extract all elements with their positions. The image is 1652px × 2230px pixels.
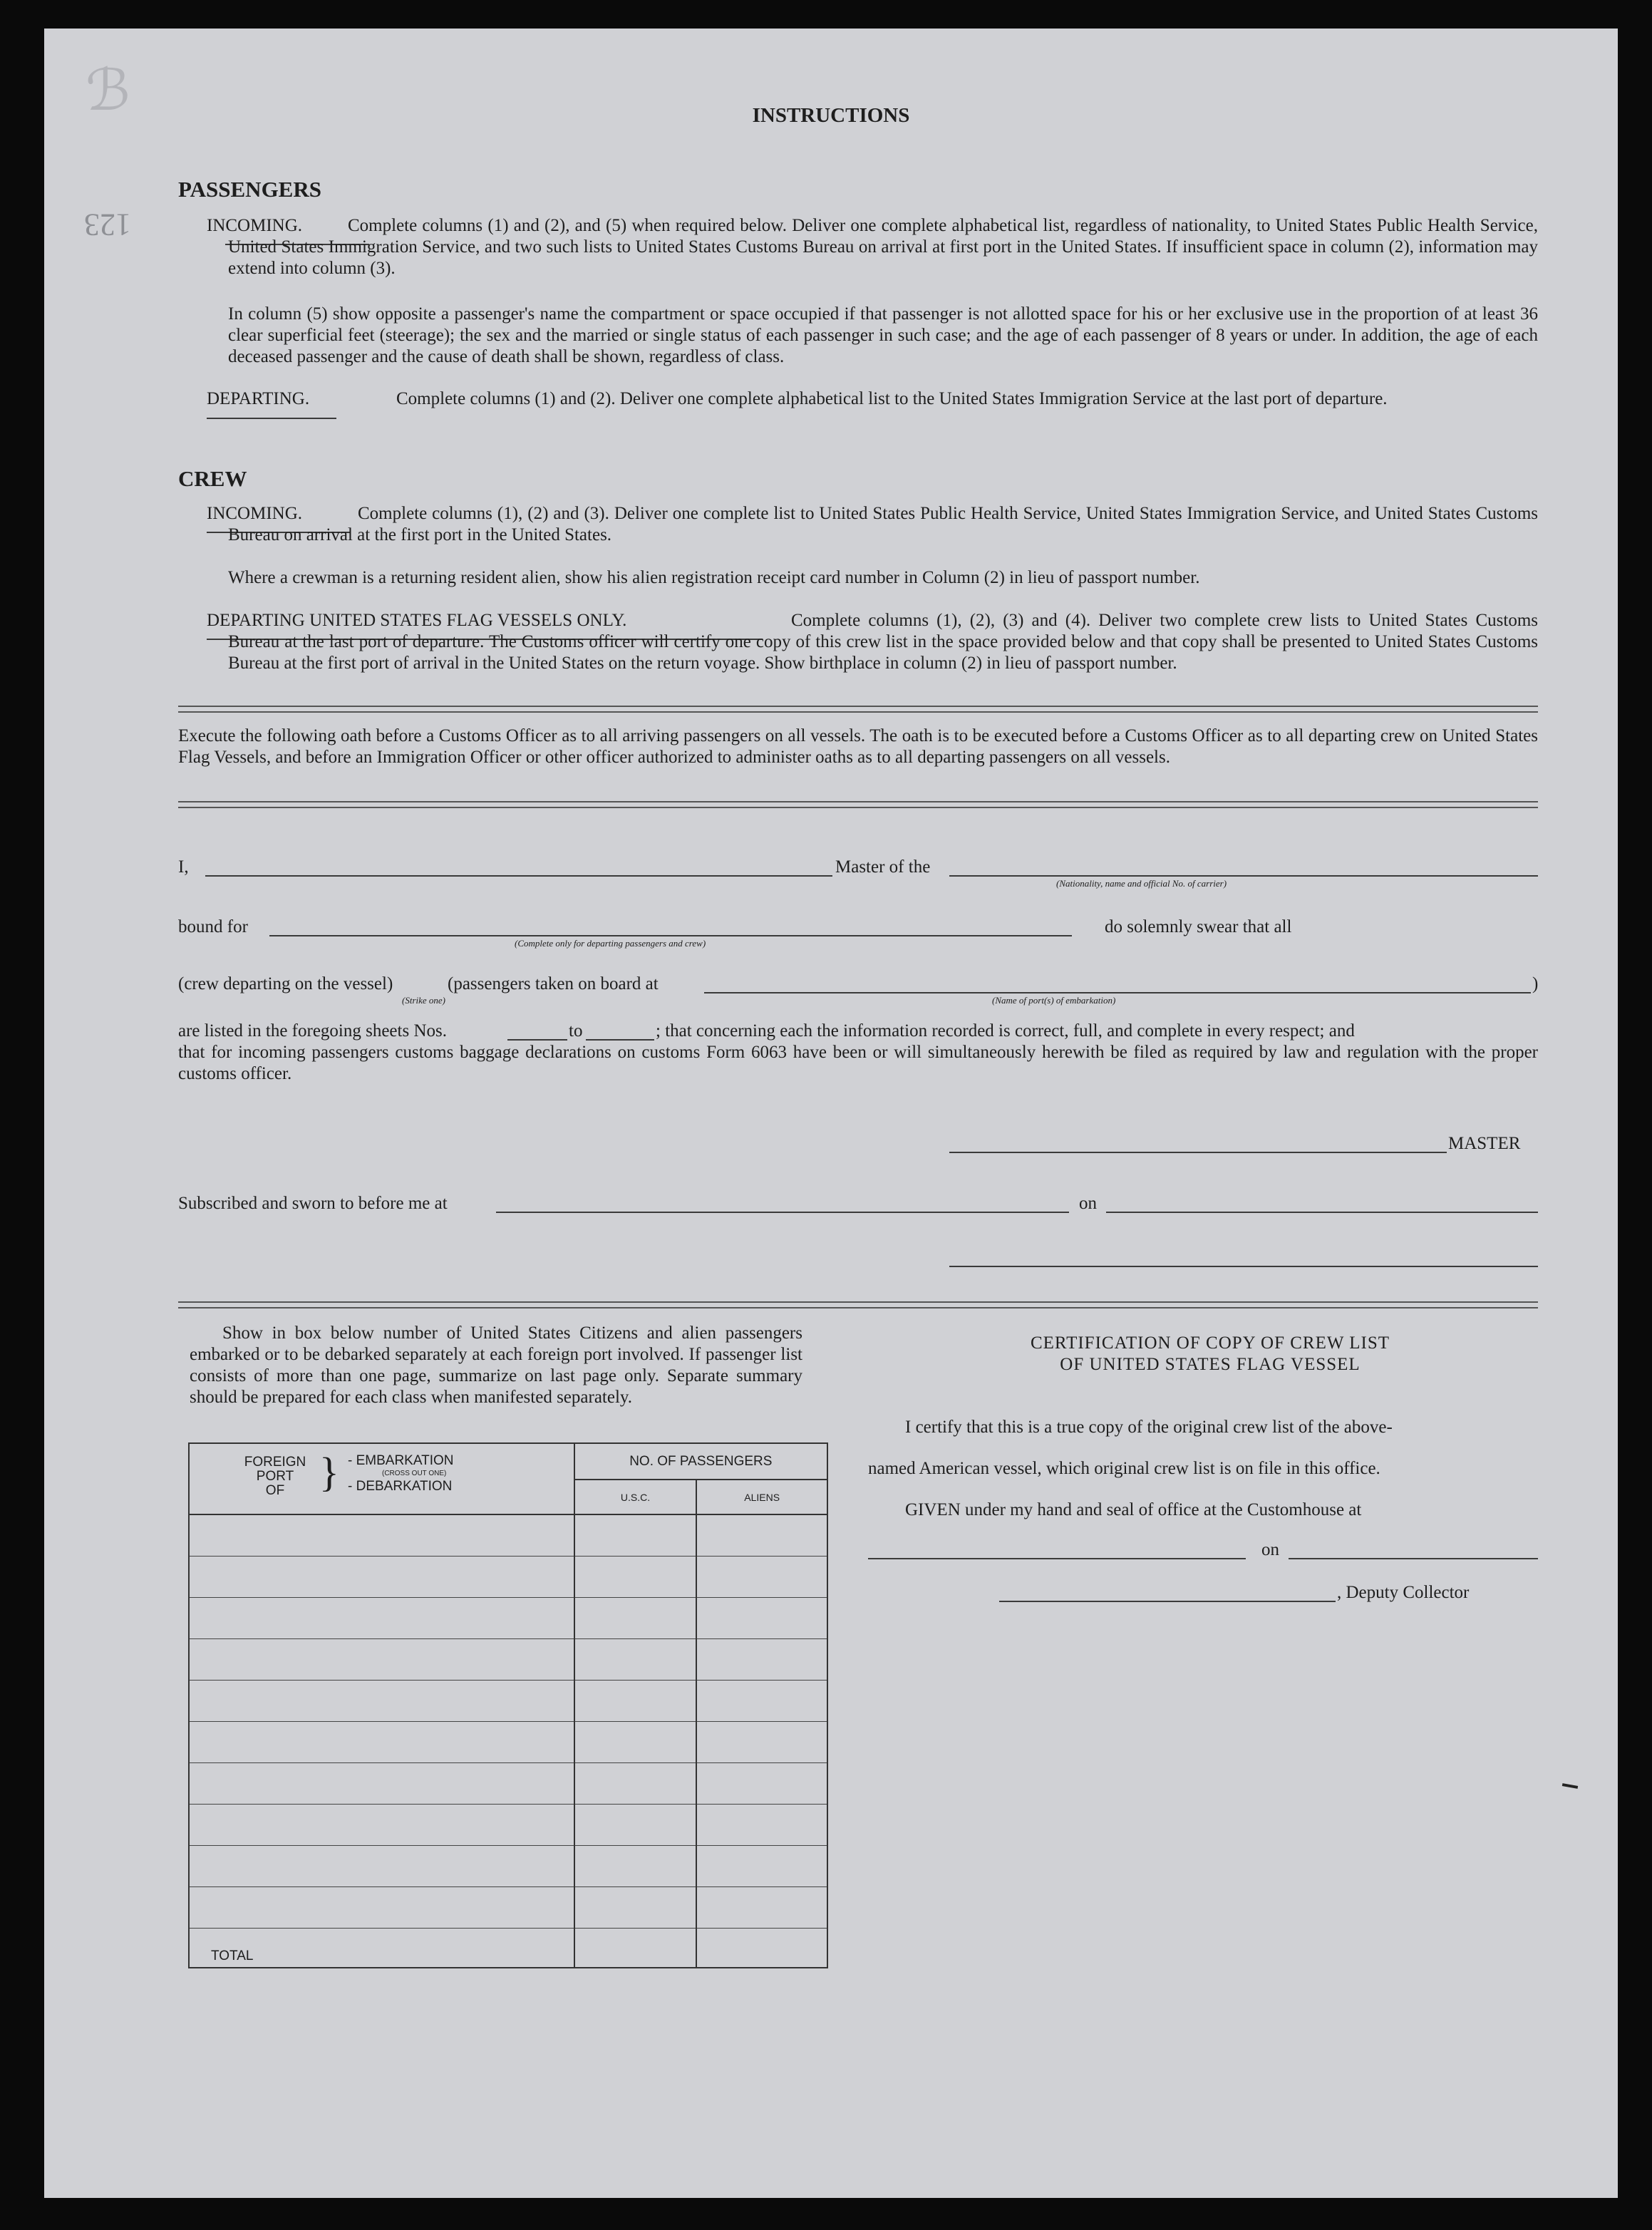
passenger-summary-table (188, 1442, 828, 1968)
subscribed-place-field[interactable] (496, 1212, 1069, 1213)
port-cell[interactable] (189, 1845, 574, 1886)
usc-cell[interactable] (574, 1762, 697, 1804)
bound-caption: (Complete only for departing passengers and crew) (515, 938, 706, 949)
subscribed-date-field[interactable] (1106, 1212, 1538, 1213)
cross-out-label: (CROSS OUT ONE) (382, 1470, 447, 1477)
port-header-cell (189, 1443, 574, 1514)
embarkation-caption: (Name of port(s) of embarkation) (992, 995, 1116, 1006)
section-divider (178, 801, 1538, 808)
master-name-field[interactable] (205, 875, 832, 877)
departing-underline (207, 418, 336, 419)
passengers-departing-text: Complete columns (1) and (2). Deliver one complete alphabetical list to the United States Immigration Service at the last port of departure. (396, 389, 1388, 408)
port-cell[interactable] (189, 1556, 574, 1597)
aliens-cell[interactable] (696, 1597, 827, 1638)
passengers-column5-text: In column (5) show opposite a passenger's name the compartment or space occupied if that passenger is not allotted space for his or her exclusive use in the proportion of at least 36 clear superficial feet (steerage); the sex and the married or single status of each passenger in such case; and the age of each passenger of 8 years or under. In addition, the age of each deceased passenger and the cause of death shall be shown, regardless of class. (228, 304, 1538, 366)
usc-cell[interactable] (574, 1638, 697, 1680)
sheet-to-field[interactable] (586, 1039, 654, 1041)
strike-caption: (Strike one) (402, 995, 446, 1006)
aliens-cell[interactable] (696, 1762, 827, 1804)
listed-text-a: are listed in the foregoing sheets Nos. (178, 1021, 447, 1041)
master-of-the-label: Master of the (835, 857, 931, 877)
crew-departing-text: Complete columns (1), (2), (3) and (4). Deliver two complete crew lists to United States Customs Bureau at the last port of departure. The Customs officer will certify one copy of this crew list in the space provided below and that copy shall be presented to United States Customs Bureau at the first port of arrival in the United States on the return voyage. Show birthplace in column (2) in lieu of passport number. (228, 611, 1538, 673)
nationality-caption: (Nationality, name and official No. of carrier) (1056, 878, 1227, 889)
certification-heading (882, 1333, 1538, 1375)
table-row (189, 1721, 827, 1762)
embarkation-port-field[interactable] (704, 992, 1531, 993)
usc-cell[interactable] (574, 1721, 697, 1762)
table-row (189, 1680, 827, 1721)
table-row (189, 1597, 827, 1638)
officer-signature-field[interactable] (949, 1266, 1538, 1267)
crew-departing-label: DEPARTING UNITED STATES FLAG VESSELS ONLY. (207, 611, 627, 630)
listed-text-c: that for incoming passengers customs baggage declarations on customs Form 6063 have been or will simultaneously herewith be filed as required by law and regulation with the proper customs officer. (178, 1043, 1538, 1083)
total-label: TOTAL (189, 1928, 574, 1968)
passengers-incoming-label: INCOMING. (207, 216, 303, 235)
usc-cell[interactable] (574, 1514, 697, 1556)
table-row (189, 1762, 827, 1804)
usc-cell[interactable] (574, 1597, 697, 1638)
total-usc-cell[interactable] (574, 1928, 697, 1968)
master-signature-field[interactable] (949, 1152, 1447, 1153)
port-cell[interactable] (189, 1638, 574, 1680)
usc-header: U.S.C. (574, 1480, 697, 1514)
aliens-cell[interactable] (696, 1845, 827, 1886)
aliens-cell[interactable] (696, 1804, 827, 1845)
table-row (189, 1886, 827, 1928)
summary-instructions: Show in box below number of United States Citizens and alien passengers embarked or to be debarked separately at each foreign port involved. If passenger list consists of more than one page, summarize on last page only. Separate summary should be prepared for each class when manifested separately. (190, 1323, 802, 1407)
section-divider (178, 1301, 1538, 1308)
usc-cell[interactable] (574, 1556, 697, 1597)
certify-line-1: I certify that this is a true copy of the original crew list of the above- (905, 1418, 1393, 1437)
port-cell[interactable] (189, 1886, 574, 1928)
table-row (189, 1638, 827, 1680)
port-cell[interactable] (189, 1514, 574, 1556)
passengers-departing-label: DEPARTING. (207, 389, 310, 408)
foreign-port-of-label (232, 1455, 318, 1498)
certification-date-field[interactable] (1289, 1558, 1538, 1559)
of-label: OF (265, 1483, 285, 1498)
margin-mark (1562, 1783, 1578, 1789)
passengers-heading: PASSENGERS (178, 177, 321, 202)
total-row (189, 1928, 827, 1968)
oath-instructions: Execute the following oath before a Customs Officer as to all arriving passengers on all vessels. The oath is to be executed before a Customs Officer as to all departing crew on United States Flag Vessels, and before an Immigration Officer or other officer authorized to administer oaths as to all departing passengers on all vessels. (178, 726, 1538, 767)
port-cell[interactable] (189, 1597, 574, 1638)
port-cell[interactable] (189, 1721, 574, 1762)
bound-for-label: bound for (178, 917, 248, 936)
swear-label: do solemnly swear that all (1105, 917, 1292, 936)
customhouse-field[interactable] (868, 1558, 1246, 1559)
subscribed-on-label: on (1079, 1194, 1097, 1213)
crew-resident-text: Where a crewman is a returning resident alien, show his alien registration receipt card number in Column (2) in lieu of passport number. (228, 568, 1200, 587)
aliens-cell[interactable] (696, 1721, 827, 1762)
faint-stamp-mark: ℬ (86, 60, 130, 123)
listed-text-b: ; that concerning each the information recorded is correct, full, and complete in every respect; and (656, 1021, 1355, 1041)
embarkation-label: - EMBARKATION (348, 1453, 454, 1468)
aliens-cell[interactable] (696, 1556, 827, 1597)
carrier-field[interactable] (949, 875, 1538, 877)
usc-cell[interactable] (574, 1845, 697, 1886)
usc-cell[interactable] (574, 1804, 697, 1845)
table-row (189, 1804, 827, 1845)
port-cell[interactable] (189, 1804, 574, 1845)
foreign-label: FOREIGN (244, 1455, 306, 1470)
aliens-cell[interactable] (696, 1680, 827, 1721)
aliens-cell[interactable] (696, 1886, 827, 1928)
margin-page-number-stamp: 123 (84, 207, 131, 242)
no-passengers-header: NO. OF PASSENGERS (574, 1443, 827, 1480)
debarkation-label: - DEBARKATION (348, 1479, 453, 1494)
section-divider (178, 706, 1538, 713)
port-label: PORT (256, 1469, 294, 1484)
passengers-incoming-text: Complete columns (1) and (2), and (5) when required below. Deliver one complete alphabetical list, regardless of nationality, to United States Public Health Service, United States Immigration Service, and two such lists to United States Customs Bureau on arrival at first port in the United States. If insufficient space in column (2), information may extend into column (3). (228, 216, 1538, 278)
crew-heading: CREW (178, 466, 247, 491)
usc-cell[interactable] (574, 1886, 697, 1928)
table-row (189, 1514, 827, 1556)
crew-departing-option: (crew departing on the vessel) (178, 974, 393, 993)
document-page (44, 29, 1618, 2198)
subscribed-label: Subscribed and sworn to before me at (178, 1194, 448, 1213)
passengers-taken-option: (passengers taken on board at (448, 974, 659, 993)
aliens-cell[interactable] (696, 1514, 827, 1556)
port-cell[interactable] (189, 1680, 574, 1721)
brace-icon: } (319, 1449, 339, 1495)
certification-on-label: on (1261, 1540, 1279, 1559)
certification-heading-line-2: OF UNITED STATES FLAG VESSEL (1060, 1355, 1361, 1374)
total-aliens-cell[interactable] (696, 1928, 827, 1968)
certification-heading-line-1: CERTIFICATION OF COPY OF CREW LIST (1030, 1333, 1390, 1353)
bound-for-field[interactable] (269, 935, 1072, 936)
close-paren: ) (1532, 974, 1539, 993)
listed-to-label: to (569, 1021, 583, 1041)
aliens-header: ALIENS (696, 1480, 827, 1514)
sheet-from-field[interactable] (507, 1039, 567, 1041)
port-cell[interactable] (189, 1762, 574, 1804)
oath-i-label: I, (178, 857, 189, 877)
deputy-signature-field[interactable] (999, 1601, 1336, 1602)
aliens-cell[interactable] (696, 1638, 827, 1680)
crew-incoming-text: Complete columns (1), (2) and (3). Deliver one complete list to United States Public Health Service, United States Immigration Service, and United States Customs Bureau on arrival at the first port in the United States. (228, 504, 1538, 544)
page-title: INSTRUCTIONS (752, 104, 910, 127)
given-text: GIVEN under my hand and seal of office at the Customhouse at (905, 1500, 1362, 1519)
table-row (189, 1556, 827, 1597)
usc-cell[interactable] (574, 1680, 697, 1721)
master-label: MASTER (1448, 1134, 1521, 1153)
table-row (189, 1845, 827, 1886)
deputy-collector-label: , Deputy Collector (1337, 1583, 1470, 1602)
crew-incoming-label: INCOMING. (207, 504, 303, 523)
certify-line-2: named American vessel, which original crew list is on file in this office. (868, 1459, 1380, 1478)
